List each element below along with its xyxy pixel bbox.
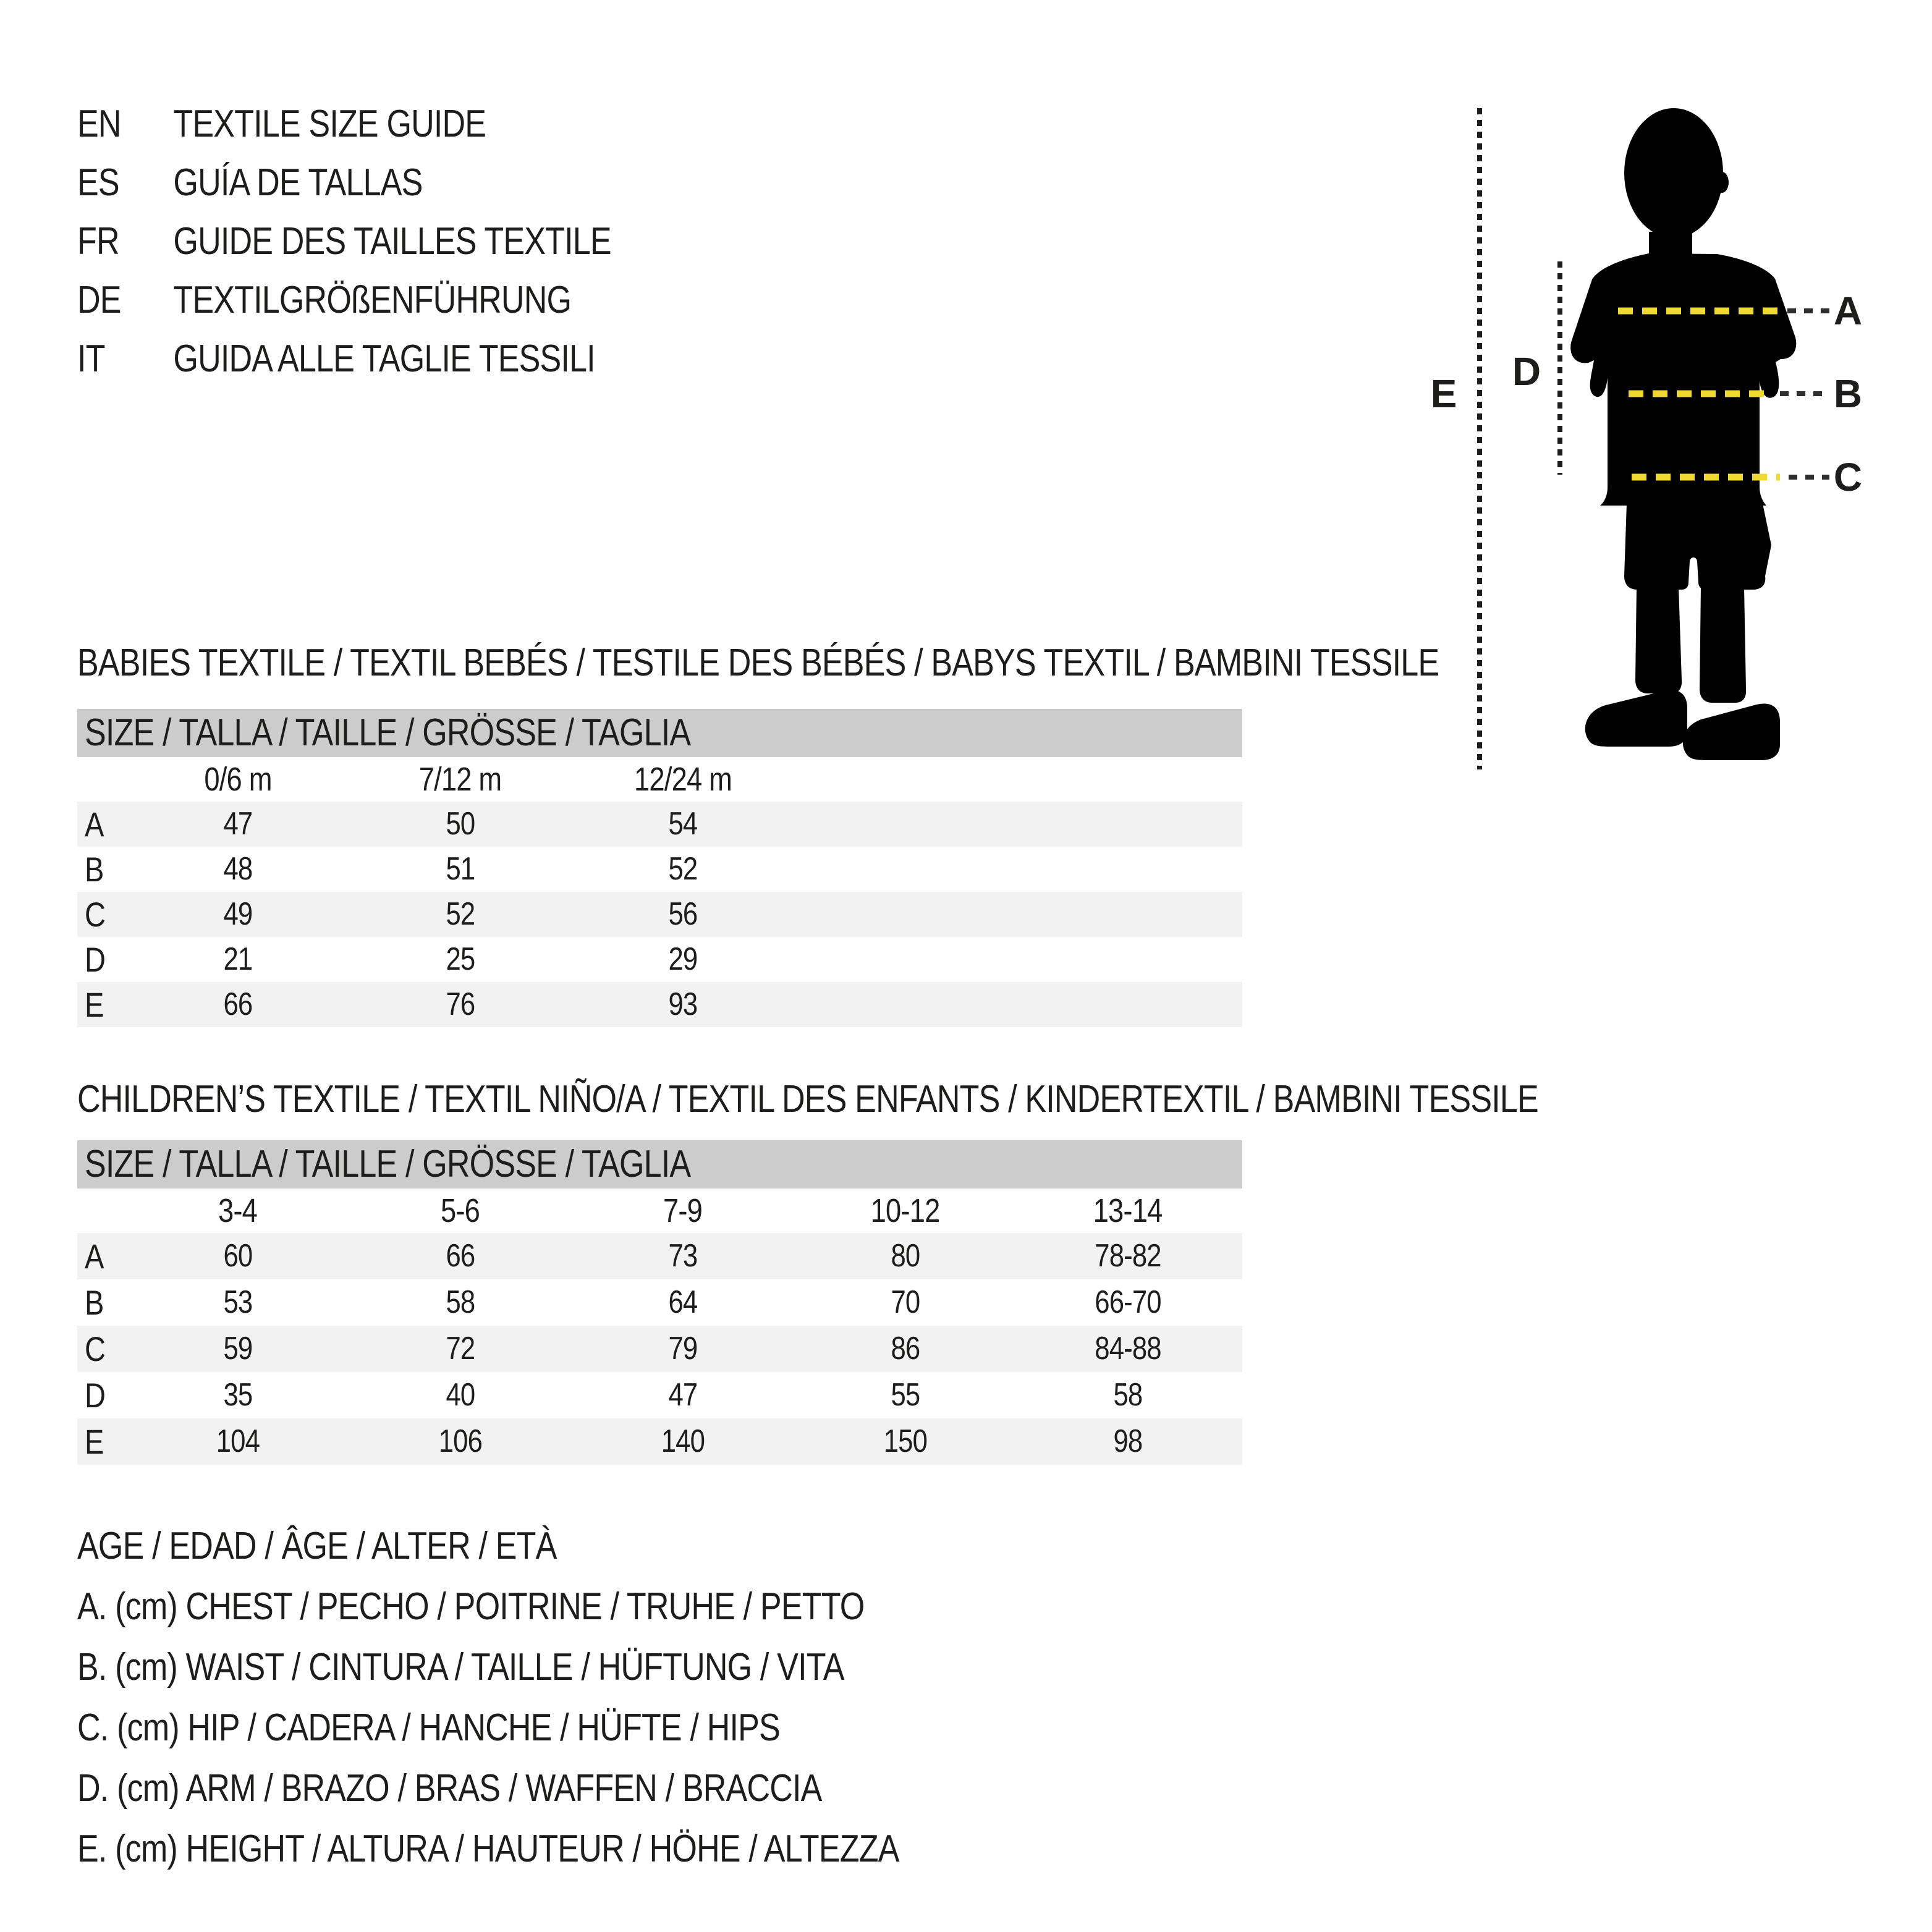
value-cell: 50 bbox=[446, 806, 475, 842]
language-code: IT bbox=[77, 337, 105, 380]
language-title: GUIDE DES TAILLES TEXTILE bbox=[173, 220, 611, 263]
value-cell: 40 bbox=[446, 1377, 475, 1413]
babies-column-header: 7/12 m bbox=[419, 761, 502, 798]
language-title-block bbox=[77, 95, 713, 388]
silhouette-shorts bbox=[1624, 504, 1771, 590]
value-cell: 98 bbox=[1113, 1423, 1143, 1459]
value-cell: 55 bbox=[891, 1377, 920, 1413]
babies-table-row-d bbox=[77, 937, 1242, 982]
language-row-es bbox=[77, 153, 713, 212]
silhouette-right-leg bbox=[1700, 587, 1746, 703]
value-cell: 73 bbox=[668, 1238, 698, 1274]
row-label: A bbox=[85, 1237, 104, 1276]
marker-label-b: B bbox=[1833, 371, 1863, 416]
children-column-header-row bbox=[77, 1188, 1242, 1234]
value-cell: 60 bbox=[223, 1238, 253, 1274]
language-row-fr bbox=[77, 212, 713, 271]
children-table-row-c bbox=[77, 1326, 1242, 1372]
value-cell: 54 bbox=[668, 806, 698, 842]
children-column-header: 13-14 bbox=[1093, 1192, 1163, 1229]
value-cell: 66 bbox=[223, 986, 253, 1022]
children-column-header: 7-9 bbox=[663, 1192, 703, 1229]
measurement-legend bbox=[77, 1516, 1056, 1879]
value-cell: 80 bbox=[891, 1238, 920, 1274]
row-label: E bbox=[85, 1422, 104, 1461]
silhouette-head bbox=[1624, 108, 1723, 238]
language-code: ES bbox=[77, 161, 119, 204]
row-label: D bbox=[85, 940, 106, 979]
value-cell: 84-88 bbox=[1095, 1331, 1161, 1366]
babies-table-row-b bbox=[77, 847, 1242, 892]
babies-table-row-e bbox=[77, 982, 1242, 1027]
value-cell: 47 bbox=[668, 1377, 698, 1413]
marker-label-a: A bbox=[1833, 289, 1863, 333]
value-cell: 150 bbox=[883, 1423, 928, 1459]
language-code: FR bbox=[77, 220, 119, 263]
marker-label-c: C bbox=[1833, 455, 1863, 499]
value-cell: 29 bbox=[668, 941, 698, 977]
children-column-header: 5-6 bbox=[441, 1192, 480, 1229]
value-cell: 25 bbox=[446, 941, 475, 977]
children-size-header-band: SIZE / TALLA / TAILLE / GRÖSSE / TAGLIA bbox=[77, 1140, 1242, 1188]
value-cell: 53 bbox=[223, 1284, 253, 1320]
value-cell: 58 bbox=[446, 1284, 475, 1320]
language-title: TEXTILGRÖßENFÜHRUNG bbox=[173, 279, 572, 321]
babies-column-header-row bbox=[77, 757, 1242, 802]
language-row-en bbox=[77, 95, 713, 153]
silhouette-left-shoe bbox=[1585, 690, 1687, 747]
children-table-row-e bbox=[77, 1418, 1242, 1465]
value-cell: 56 bbox=[668, 896, 698, 932]
row-label: C bbox=[85, 895, 106, 934]
children-section-title: CHILDREN’S TEXTILE / TEXTIL NIÑO/A / TEXTIL DES ENFANTS / KINDERTEXTIL / BAMBINI TESSILE bbox=[77, 1078, 1538, 1121]
legend-item-waist: B. (cm) WAIST / CINTURA / TAILLE / HÜFTUNG / VITA bbox=[77, 1646, 844, 1688]
value-cell: 21 bbox=[223, 941, 253, 977]
value-cell: 70 bbox=[891, 1284, 920, 1320]
value-cell: 47 bbox=[223, 806, 253, 842]
language-row-it bbox=[77, 329, 713, 388]
value-cell: 76 bbox=[446, 986, 475, 1022]
children-column-header: 3-4 bbox=[218, 1192, 258, 1229]
silhouette-shirt bbox=[1570, 253, 1796, 506]
row-label: C bbox=[85, 1329, 106, 1368]
value-cell: 52 bbox=[446, 896, 475, 932]
silhouette-right-shoe bbox=[1683, 703, 1780, 760]
babies-column-header: 12/24 m bbox=[633, 761, 732, 798]
value-cell: 51 bbox=[446, 851, 475, 887]
value-cell: 140 bbox=[661, 1423, 705, 1459]
row-label: E bbox=[85, 985, 104, 1024]
value-cell: 49 bbox=[223, 896, 253, 932]
value-cell: 48 bbox=[223, 851, 253, 887]
value-cell: 66 bbox=[446, 1238, 475, 1274]
legend-item-arm: D. (cm) ARM / BRAZO / BRAS / WAFFEN / BRACCIA bbox=[77, 1767, 822, 1810]
value-cell: 104 bbox=[216, 1423, 260, 1459]
measurement-figure bbox=[1409, 37, 1932, 803]
children-table-row-a bbox=[77, 1233, 1242, 1279]
marker-label-d: D bbox=[1512, 349, 1541, 394]
legend-age-line: AGE / EDAD / ÂGE / ALTER / ETÀ bbox=[77, 1525, 557, 1567]
value-cell: 78-82 bbox=[1095, 1238, 1161, 1274]
row-label: D bbox=[85, 1376, 106, 1415]
babies-table-row-c bbox=[77, 892, 1242, 937]
legend-item-chest: A. (cm) CHEST / PECHO / POITRINE / TRUHE / PETTO bbox=[77, 1585, 865, 1628]
row-label: B bbox=[85, 850, 104, 889]
language-title: GUIDA ALLE TAGLIE TESSILI bbox=[173, 337, 595, 380]
value-cell: 106 bbox=[438, 1423, 483, 1459]
silhouette-ear bbox=[1715, 172, 1729, 193]
legend-item-hip: C. (cm) HIP / CADERA / HANCHE / HÜFTE / HIPS bbox=[77, 1706, 780, 1749]
value-cell: 64 bbox=[668, 1284, 698, 1320]
language-title: TEXTILE SIZE GUIDE bbox=[173, 103, 486, 145]
babies-section-title: BABIES TEXTILE / TEXTIL BEBÉS / TESTILE DES BÉBÉS / BABYS TEXTIL / BAMBINI TESSILE bbox=[77, 642, 1439, 684]
babies-table-row-a bbox=[77, 802, 1242, 847]
children-table-row-d bbox=[77, 1372, 1242, 1418]
value-cell: 93 bbox=[668, 986, 698, 1022]
children-column-header: 10-12 bbox=[871, 1192, 940, 1229]
language-code: DE bbox=[77, 279, 121, 321]
value-cell: 58 bbox=[1113, 1377, 1143, 1413]
marker-label-e: E bbox=[1430, 371, 1457, 416]
language-row-de bbox=[77, 271, 713, 329]
children-table-row-b bbox=[77, 1279, 1242, 1326]
row-label: A bbox=[85, 805, 104, 844]
value-cell: 72 bbox=[446, 1331, 475, 1366]
babies-size-header-band: SIZE / TALLA / TAILLE / GRÖSSE / TAGLIA bbox=[77, 709, 1242, 757]
value-cell: 79 bbox=[668, 1331, 698, 1366]
value-cell: 66-70 bbox=[1095, 1284, 1161, 1320]
language-code: EN bbox=[77, 103, 121, 145]
value-cell: 52 bbox=[668, 851, 698, 887]
value-cell: 86 bbox=[891, 1331, 920, 1366]
row-label: B bbox=[85, 1283, 104, 1322]
language-title: GUÍA DE TALLAS bbox=[173, 161, 423, 204]
value-cell: 59 bbox=[223, 1331, 253, 1366]
value-cell: 35 bbox=[223, 1377, 253, 1413]
legend-item-height: E. (cm) HEIGHT / ALTURA / HAUTEUR / HÖHE / ALTEZZA bbox=[77, 1828, 899, 1870]
babies-column-header: 0/6 m bbox=[204, 761, 272, 798]
